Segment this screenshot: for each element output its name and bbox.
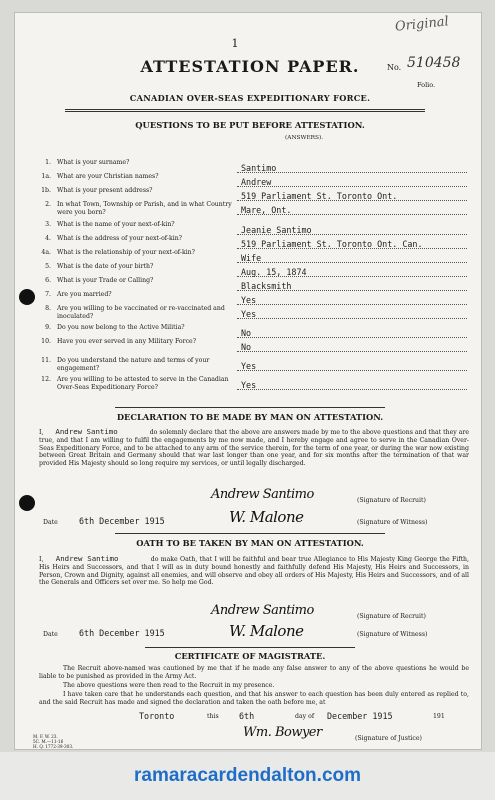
recruit-signature-label: (Signature of Recruit) <box>357 497 426 504</box>
page-number: 1 <box>231 37 239 50</box>
question-number: 8. <box>45 305 51 312</box>
question-answer: Santimo <box>241 163 277 173</box>
question-answer: Yes <box>241 361 257 371</box>
certificate-p2: The above questions were then read to the Recruit in my presence. <box>63 682 275 689</box>
question-number: 1a. <box>41 173 51 180</box>
print-code: 5C. M.—11-16 <box>33 738 64 744</box>
question-text: What is your present address? <box>57 187 153 194</box>
oath-heading: OATH TO BE TAKEN BY MAN ON ATTESTATION. <box>136 538 364 548</box>
oath-date-label: Date <box>43 631 58 638</box>
question-text: What is the name of your next-of-kin? <box>57 221 175 228</box>
declaration-date: 6th December 1915 <box>79 516 165 526</box>
question-number: 1. <box>45 159 51 166</box>
page-subtitle: CANADIAN OVER-SEAS EXPEDITIONARY FORCE. <box>129 93 371 103</box>
question-number: 1b. <box>41 187 51 194</box>
answer-line <box>237 318 467 319</box>
certificate-month-year: December 1915 <box>327 711 393 721</box>
question-answer: Mare, Ont. <box>241 205 292 215</box>
certificate-p1: The Recruit above-named was cautioned by me that if he made any false answer to any of the above questions he would be liable to be punished as provided in the Army Act. <box>39 665 469 680</box>
justice-signature-label: (Signature of Justice) <box>355 735 422 742</box>
declaration-prefix: I, <box>39 429 44 436</box>
answers-label: (ANSWERS). <box>285 135 324 141</box>
question-number: 11. <box>41 357 51 364</box>
question-number: 4a. <box>41 249 51 256</box>
declaration-body: do solemnly declare that the above are answers made by me to the above questions and that they are true, and that I am willing to fulfil the engagements by me now made, and I hereby engage and agree to serve in the Canadian Over-Seas Expeditionary Force, and to be attached to any arm of the service therein, for the term of one year, or during the war now existing between Great Britain and Germany should that war last longer than one year, and for six months after the termination of that war provided His Majesty should so long require my services, or until legally discharged. <box>39 429 470 468</box>
justice-signature: Wm. Bowyer <box>243 725 322 740</box>
oath-prefix: I, <box>39 556 44 563</box>
this-label: this <box>207 713 219 720</box>
question-text: Are you willing to be attested to serve in the Canadian Over-Seas Expeditionary Force? <box>57 376 229 391</box>
question-text: Do you understand the nature and terms of your engagement? <box>57 357 210 372</box>
page-title: ATTESTATION PAPER. <box>140 57 360 76</box>
questions-heading: QUESTIONS TO BE PUT BEFORE ATTESTATION. <box>135 120 365 130</box>
question-number: 3. <box>45 221 51 228</box>
certificate-place: Toronto <box>139 711 175 721</box>
question-text: What is the relationship of your next-of-kin? <box>57 249 195 256</box>
question-text: What is your surname? <box>57 159 130 166</box>
question-answer: Wife <box>241 253 262 263</box>
oath-text <box>39 555 469 587</box>
watermark-footer: ramaracardendalton.com <box>0 752 495 800</box>
question-answer: 519 Parliament St. Toronto Ont. <box>241 191 398 201</box>
question-number: 6. <box>45 277 51 284</box>
question-text: Do you now belong to the Active Militia? <box>57 324 185 331</box>
declaration-recruit-signature: Andrew Santimo <box>211 487 314 502</box>
question-number: 12. <box>41 376 51 383</box>
oath-name: Andrew Santimo <box>55 554 119 563</box>
declaration-name: Andrew Santimo <box>55 427 118 436</box>
punch-hole <box>19 495 35 511</box>
question-answer: Yes <box>241 295 257 305</box>
question-answer: Yes <box>241 380 257 390</box>
certificate-heading: CERTIFICATE OF MAGISTRATE. <box>174 651 326 661</box>
certificate-p3: I have taken care that he understands each question, and that his answer to each question has been duly entered as replied to, and the said Recruit has made and signed the declaration and taken the oath before me, at <box>39 691 469 706</box>
question-number: 2. <box>45 201 51 208</box>
answer-line <box>237 389 467 390</box>
question-answer: No <box>241 342 252 352</box>
oath-witness-signature: W. Malone <box>229 622 304 640</box>
divider <box>115 533 385 534</box>
attestation-paper <box>14 12 482 750</box>
year-suffix: 191 <box>433 713 445 720</box>
question-text: What are your Christian names? <box>57 173 159 180</box>
question-row <box>37 338 477 354</box>
date-label: Date <box>43 519 58 526</box>
question-row <box>37 201 477 217</box>
question-answer: 519 Parliament St. Toronto Ont. Can. <box>241 239 423 249</box>
question-answer: Aug. 15, 1874 <box>241 267 307 277</box>
answer-line <box>237 370 467 371</box>
no-label: No. <box>387 63 402 72</box>
divider <box>65 109 425 110</box>
question-number: 9. <box>45 324 51 331</box>
folio-label: Folio. <box>417 81 436 89</box>
question-number: 4. <box>45 235 51 242</box>
oath-body: do make Oath, that I will be faithful and bear true Allegiance to His Majesty King George the Fifth, His Heirs and Successors, and that I will as in duty bound honestly and faithfully defend His Majesty, His Heirs and Successors, in Person, Crown and Dignity, against all enemies, and will observe and obey all orders of His Majesty, His Heirs and Successors, and of all the Generals and Officers set over me. So help me God. <box>39 556 470 587</box>
print-codes <box>33 735 73 749</box>
question-answer: Andrew <box>241 177 272 187</box>
oath-date: 6th December 1915 <box>79 628 165 638</box>
original-mark: Original <box>394 14 450 35</box>
question-number: 5. <box>45 263 51 270</box>
certificate-day: 6th <box>239 711 255 721</box>
answer-line <box>237 351 467 352</box>
regimental-number: 510458 <box>407 55 461 71</box>
question-number: 10. <box>41 338 51 345</box>
divider <box>65 111 425 112</box>
question-row <box>37 357 477 373</box>
oath-witness-signature-label: (Signature of Witness) <box>357 631 428 638</box>
question-text: Are you willing to be vaccinated or re-vaccinated and inoculated? <box>57 305 225 320</box>
print-code: M. F. W. 23. <box>33 734 58 739</box>
oath-recruit-signature: Andrew Santimo <box>211 603 314 618</box>
certificate-place-line <box>39 711 479 723</box>
question-text: What is your Trade or Calling? <box>57 277 154 284</box>
question-text: In what Town, Township or Parish, and in what Country were you born? <box>57 201 232 216</box>
question-answer: Jeanie Santimo <box>241 225 312 235</box>
declaration-heading: DECLARATION TO BE MADE BY MAN ON ATTESTATION. <box>116 412 384 422</box>
divider <box>145 647 355 648</box>
witness-signature-label: (Signature of Witness) <box>357 519 428 526</box>
question-text: What is the address of your next-of-kin? <box>57 235 182 242</box>
question-row <box>37 376 477 392</box>
question-answer: No <box>241 328 252 338</box>
divider <box>115 407 385 408</box>
declaration-witness-signature: W. Malone <box>229 508 304 526</box>
question-text: Are you married? <box>57 291 112 298</box>
question-row <box>37 305 477 321</box>
day-of-label: day of <box>295 713 315 720</box>
question-text: Have you ever served in any Military Force? <box>57 338 197 345</box>
question-text: What is the date of your birth? <box>57 263 154 270</box>
question-answer: Blacksmith <box>241 281 292 291</box>
print-code: H. Q. 1772-39-303. <box>33 743 74 749</box>
question-number: 7. <box>45 291 51 298</box>
question-answer: Yes <box>241 309 257 319</box>
oath-recruit-signature-label: (Signature of Recruit) <box>357 613 426 620</box>
punch-hole <box>19 289 35 305</box>
declaration-text <box>39 428 469 468</box>
